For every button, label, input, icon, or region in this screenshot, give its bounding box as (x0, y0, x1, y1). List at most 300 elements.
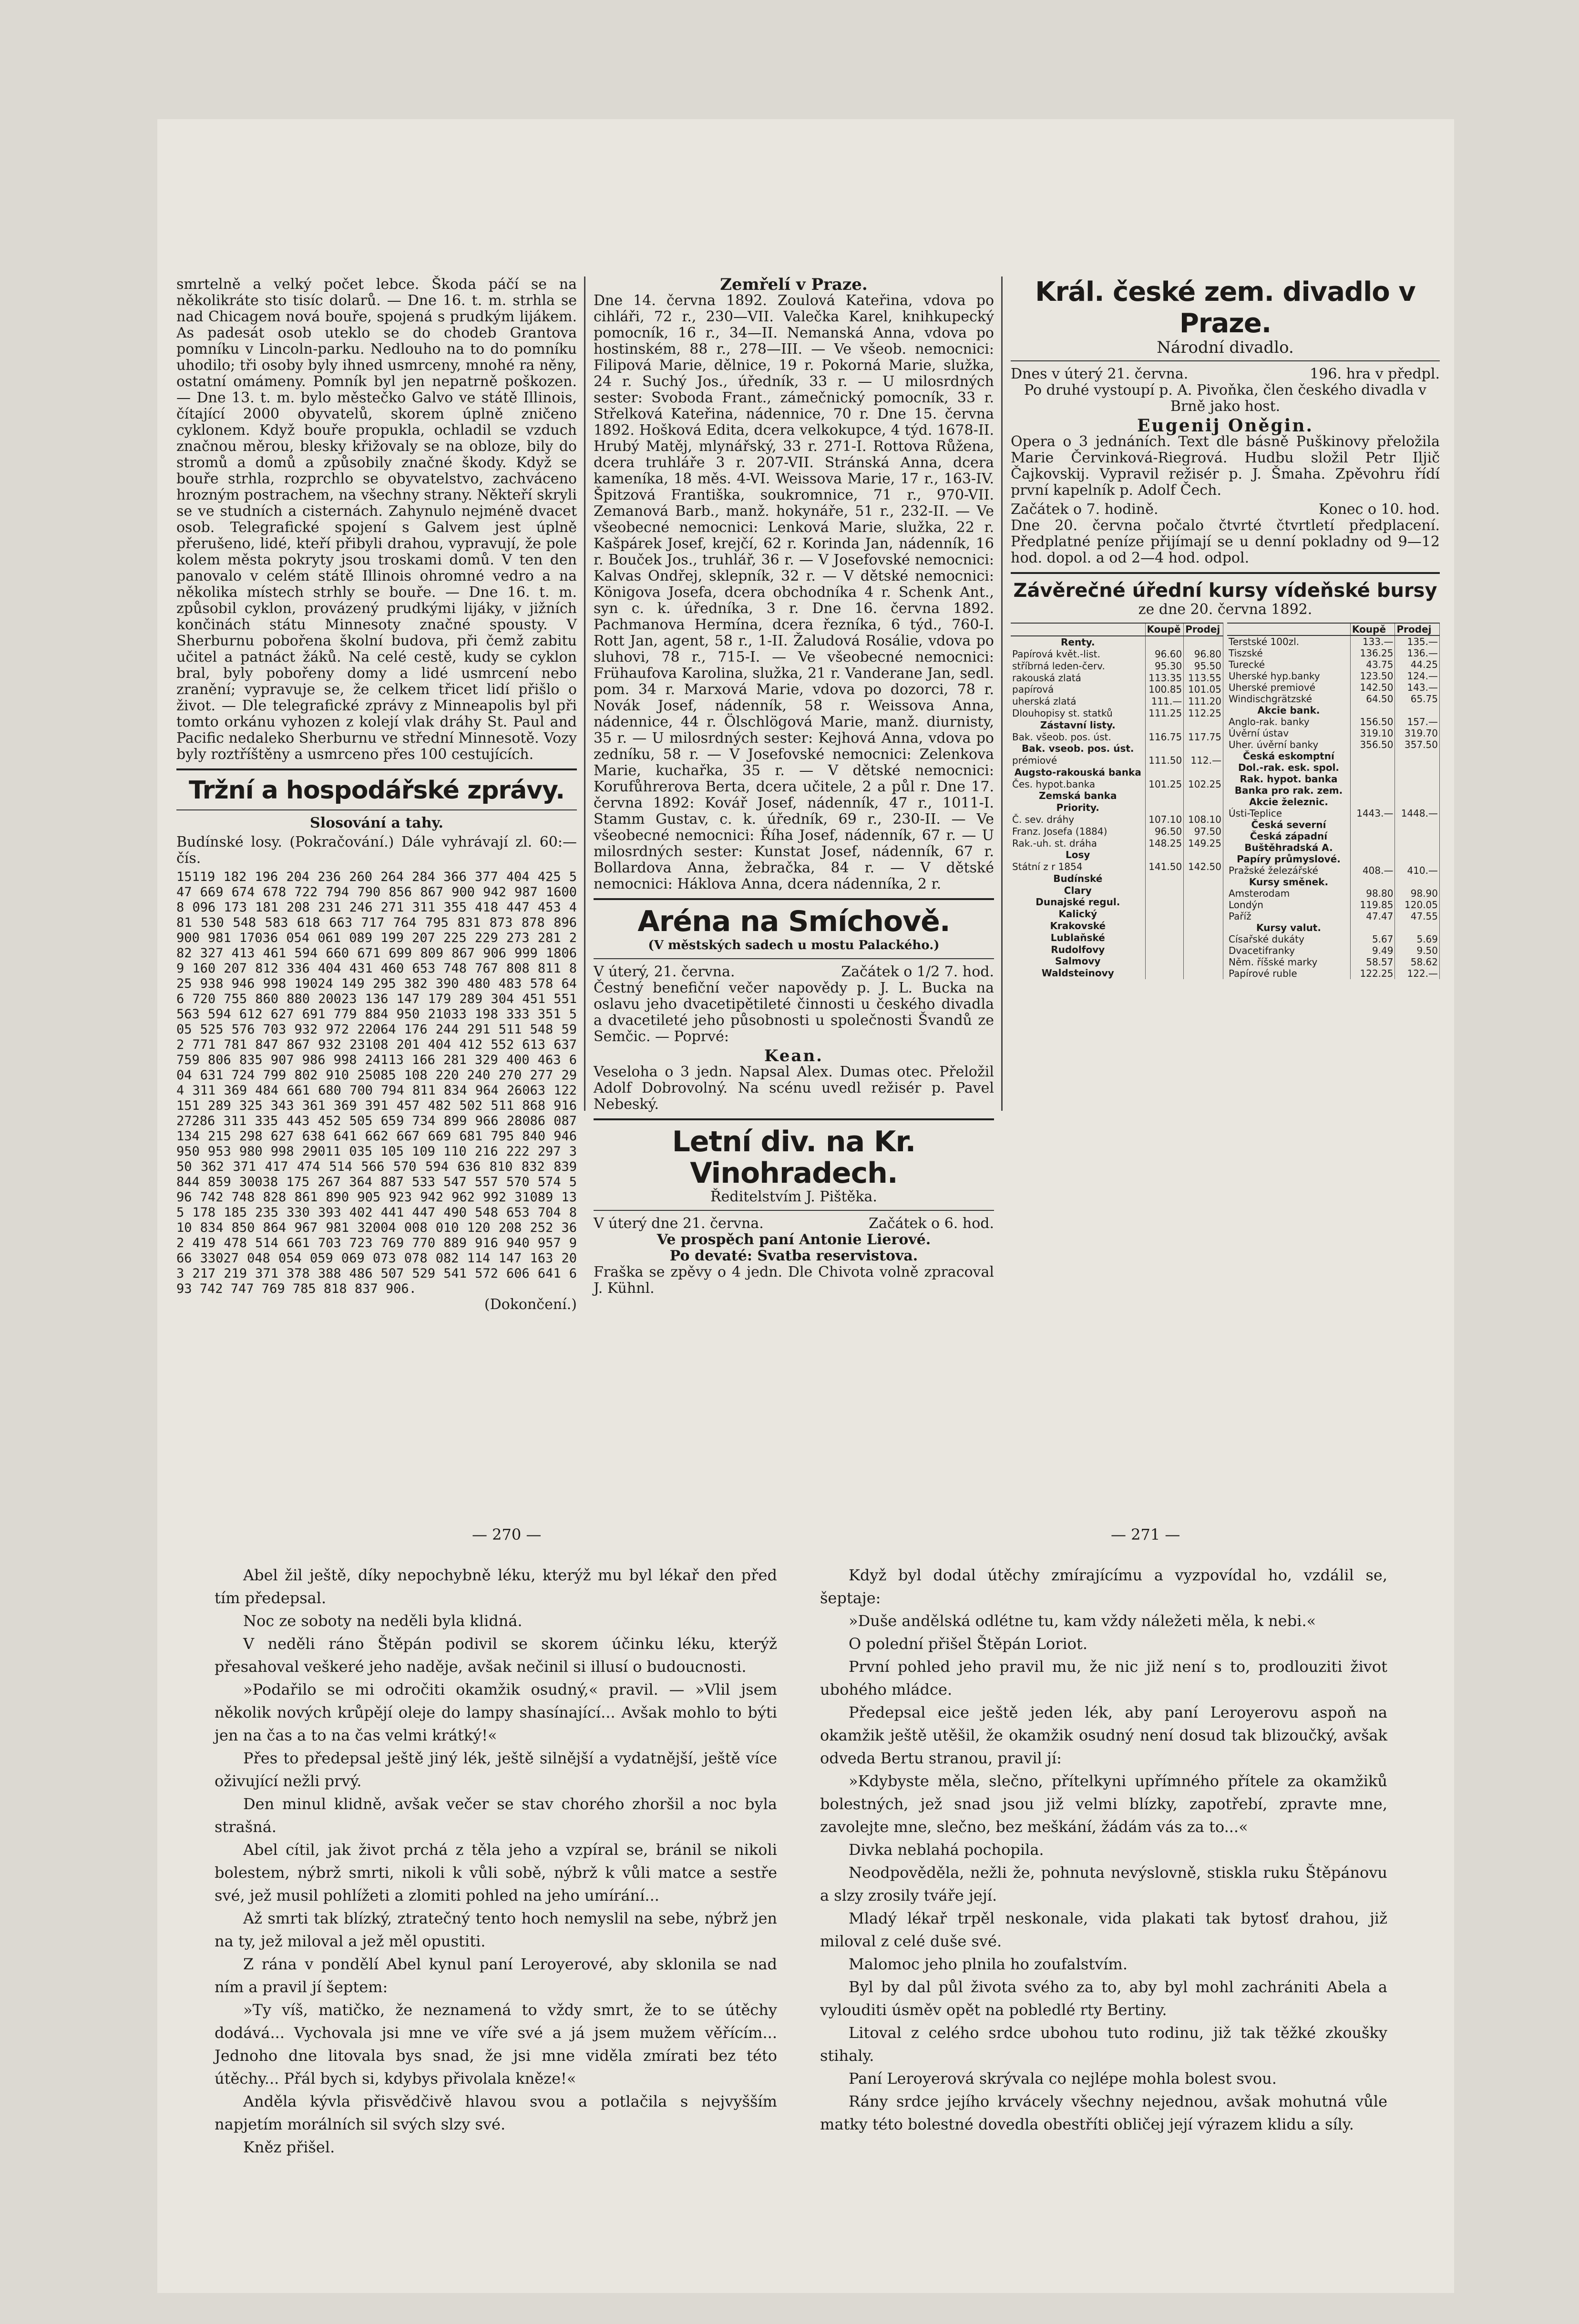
security-name: Akcie železnic. (1227, 796, 1351, 808)
security-name: Státní z r 1854 (1011, 861, 1145, 873)
security-name: Císařské dukáty (1227, 933, 1351, 945)
security-name: Papírové ruble (1227, 968, 1351, 979)
sell-price (1395, 773, 1440, 785)
newspaper-page (157, 119, 1454, 2293)
table-row (1227, 808, 1440, 819)
letni-benefit: Ve prospěch paní Antonie Lierové. (656, 1231, 931, 1248)
letni-play: Po devaté: Svatba reservistova. (669, 1248, 918, 1264)
table-row (1227, 670, 1440, 682)
table-row (1227, 705, 1440, 716)
opera-title: Eugenij Oněgin. (1137, 416, 1314, 436)
sell-price: 65.75 (1395, 693, 1440, 705)
security-name: Papírová květ.-list. (1011, 648, 1145, 660)
table-row (1011, 837, 1223, 849)
column-theatre-bursy (1011, 276, 1440, 979)
buy-price (1145, 767, 1184, 778)
sell-price (1395, 705, 1440, 716)
story-paragraph: »Podařilo se mi odročiti okamžik osudný,« pravil. — »Vlil jsem několik nových krůpějí oleje do lampy shasínající... Avšak mohlo to býti jen na čas a to na čas velmi krátký!« (215, 1680, 777, 1744)
security-name: Zástavní listy. (1011, 719, 1145, 731)
buy-price: 141.50 (1145, 861, 1184, 873)
table-row (1011, 672, 1223, 684)
header-koupe: Koupě (1145, 623, 1184, 636)
table-row (1227, 693, 1440, 705)
buy-price (1145, 967, 1184, 979)
security-name: Zemská banka (1011, 790, 1145, 802)
buy-price: 1443.— (1351, 808, 1395, 819)
buy-price: 111.50 (1145, 755, 1184, 767)
table-row (1011, 943, 1223, 955)
table-row (1011, 743, 1223, 755)
sell-price (1184, 932, 1223, 943)
table-row (1011, 684, 1223, 696)
table-row (1011, 932, 1223, 943)
table-row (1227, 853, 1440, 865)
arena-play: Kean. (764, 1046, 824, 1065)
table-row (1227, 716, 1440, 727)
sell-price (1184, 896, 1223, 908)
security-name: Turecké (1227, 659, 1351, 670)
table-row (1227, 762, 1440, 773)
bursy-date: ze dne 20. června 1892. (1138, 601, 1312, 618)
security-name: Akcie bank. (1227, 705, 1351, 716)
security-name: Terstské 100zl. (1227, 635, 1351, 647)
buy-price (1145, 636, 1184, 648)
sell-price: 47.55 (1395, 911, 1440, 922)
deaths-text: Dne 14. června 1892. Zoulová Kateřina, vdova po cihláři, 72 r., 230—VII. Valečka Karel, knihkupecký pomocník, 16 r., 34—II. Nemanská Anna, vdova po hostinském, 88 r., 278—III. — Ve všeob. nemocnici: Filipová Marie, dělnice, 19 r. Pokorná Marie, služka, 24 r. Suchý Jos., úředník, 33 r. — U milosrdných sester: Svoboda Frant., zámečnický pomocník, 33 r. Střelková Kateřina, nádennice, 70 r. Dne 15. června 1892. Hošková Edita, dcera velkokupce, 4 týd. 1678-II. Hrubý Matěj, mlynářský, 33 r. 271-I. Rottova Růžena, dcera truhláře 3 r. 207-VII. Stránská Anna, dcera kameníka, 18 měs. 4-VI. Weissova Marie, 17 r., 163-IV. Špitzová Františka, soukromnice, 71 r., 970-VII. Zemanová Barb., manž. hokynáře, 51 r., 232-II. — Ve všeobecné nemocnici: Lenková Marie, služka, 22 r. Kašpárek Josef, krejčí, 62 r. Korinda Jan, nádenník, 16 r. Bouček Jos., truhlář, 36 r. — V Josefovské nemocnici: Kalvas Ondřej, sklepník, 32 r. — V dětské nemocnici: Königova Josefa, dcera obchodníka 4 r. Schenk Ant., syn c. k. úředníka, 3 r. Dne 16. června 1892. Pachmanova Hermína, dcera řezníka, 6 týd., 760-I. Rott Jan, agent, 58 r., 1-II. Žaludová Rosálie, vdova po sluhovi, 78 r., 715-I. — Ve všeobecné nemocnici: Frühaufova Karolina, služka, 21 r. Vanderane Jan, sedl. pom. 34 r. Marxová Marie, vdova po dozorci, 78 r. Novák Josef, nádenník, 58 r. Weissova Anna, nádennice, 44 r. Ölschlögová Marie, manž. diurnisty, 35 r. — U milosrdných sester: Kejhová Anna, vdova po zedníku, 58 r. — V Josefovské nemocnici: Zelenkova Marie, kuchařka, 35 r. — V dětské nemocnici: Korufůhrerova Berta, dcera učitele, 2 a půl r. Dne 17. června 1892: Kovář Josef, nádenník, 47 r., 1011-I. Stamm Gustav, c. k. úředník, 69 r., 230-II. — Ve všeobecné nemocnici: Říha Josef, nádenník, 67 r. — U milosrdných sester: Kunstat Josef, nádenník, 67 r. Bollardova Anna, žebračka, 84 r. — V dětské nemocnici: Háklova Anna, dcera nádenníka, 2 r. (594, 292, 994, 892)
table-row (1227, 796, 1440, 808)
story-paragraph: Mladý lékař trpěl neskonale, vida plakati tak bytosť drahou, již miloval z celé duše své. (820, 1909, 1387, 1950)
table-row (1227, 922, 1440, 933)
security-name: Windischgrätzské (1227, 693, 1351, 705)
theatre-end: Konec o 10. hod. (1318, 501, 1440, 518)
sell-price (1395, 876, 1440, 888)
sell-price (1184, 884, 1223, 896)
buy-price: 123.50 (1351, 670, 1395, 682)
column-rule (1001, 276, 1003, 1111)
subsection-title: Slosování a tahy. (310, 815, 443, 831)
sell-price: 101.05 (1184, 684, 1223, 696)
header-name (1011, 623, 1145, 636)
buy-price (1145, 790, 1184, 802)
security-name: Čes. hypot.banka (1011, 778, 1145, 790)
sell-price: 143.— (1395, 682, 1440, 693)
buy-price: 96.60 (1145, 648, 1184, 660)
buy-price: 101.25 (1145, 778, 1184, 790)
buy-price (1145, 908, 1184, 920)
lottery-numbers: 15119 182 196 204 236 260 264 284 366 377 404 425 547 669 674 678 722 794 790 856 867 900 942 987 16008 096 173 181 208 231 246 271 311 355 418 447 453 481 530 548 583 618 663 717 764 795 831 873 878 896 900 981 17036 054 061 089 199 207 225 229 273 281 282 327 413 461 594 660 671 699 809 867 906 999 18069 160 207 812 336 404 431 460 653 748 767 808 811 825 938 946 998 19024 149 295 382 390 480 483 578 646 720 755 860 880 20023 136 147 179 289 304 451 551 563 594 612 627 691 779 884 950 21033 198 333 351 505 525 576 703 932 972 22064 176 244 291 511 548 592 771 781 847 867 932 23108 201 404 412 552 613 637 759 806 835 907 986 998 24113 166 281 329 400 463 604 631 724 799 802 910 25085 108 220 240 270 277 294 311 369 484 661 680 700 794 811 834 964 26063 122 151 289 325 343 361 369 391 457 482 502 511 868 916 27286 311 335 443 452 505 659 734 899 966 28086 087 134 215 298 627 638 641 662 667 669 681 795 840 946 950 953 980 998 29011 035 105 109 110 216 222 297 350 362 371 417 474 514 566 570 594 636 810 832 839 844 859 30038 175 267 364 887 533 547 557 570 574 596 742 748 828 861 890 905 923 942 962 992 31089 135 178 185 235 330 393 402 441 447 490 548 653 704 810 834 850 864 967 981 32004 008 010 120 208 252 362 419 478 514 661 703 723 769 770 889 916 940 957 966 33027 048 054 059 069 073 078 082 114 147 163 203 217 219 371 378 388 486 507 529 541 572 606 641 693 742 747 769 785 818 837 906. (176, 870, 577, 1296)
sell-price: 142.50 (1184, 861, 1223, 873)
theatre-notice: Dne 20. června počalo čtvrté čtvrtletí předplacení. Předplatné peníze přijímají se u denní pokladny od 9—12 hod. dopol. a od 2—4 hod. odpol. (1011, 517, 1440, 566)
buy-price: 98.80 (1351, 888, 1395, 899)
buy-price (1145, 743, 1184, 755)
table-row (1227, 750, 1440, 762)
security-name: Kursy valut. (1227, 922, 1351, 933)
security-name: Papíry průmyslové. (1227, 853, 1351, 865)
table-row (1227, 933, 1440, 945)
theatre-perf: 196. hra v předpl. (1310, 366, 1440, 382)
buy-price: 111.— (1145, 696, 1184, 707)
sell-price (1184, 743, 1223, 755)
table-row (1011, 707, 1223, 719)
table-row (1011, 802, 1223, 814)
security-name: Amsterodam (1227, 888, 1351, 899)
security-name: Renty. (1011, 636, 1145, 648)
story-paragraph: Přes to předepsal ještě jiný lék, ještě silnější a vydatnější, ještě více oživující nežli prvý. (215, 1749, 777, 1790)
opera-desc: Opera o 3 jednáních. Text dle básně Puškinovy přeložila Marie Červinková-Riegrová. Hudbu složil Petr Iljič Čajkovskij. Vypravil režisér p. J. Šmaha. Zpěvohru řídí první kapelník p. Adolf Čech. (1011, 433, 1440, 499)
table-row (1227, 956, 1440, 968)
table-row (1011, 778, 1223, 790)
sell-price (1184, 873, 1223, 885)
divider (176, 809, 577, 810)
story-paragraph: Abel žil ještě, díky nepochybně léku, kterýž mu byl lékař den před tím předepsal. (215, 1566, 777, 1607)
table-header-row (1227, 623, 1440, 635)
divider (176, 768, 577, 770)
security-name: Augsto-rakouská banka (1011, 767, 1145, 778)
security-name: Bak. vseob. pos. úst. (1011, 743, 1145, 755)
arena-text: Čestný benefiční večer napovědy p. J. L. Bucka na oslavu jeho dvacetipětileté činnosti u českého divadla a dvacetileté jeho působnosti u společnosti Švandů ze Semčic. — Poprvé: (594, 980, 994, 1045)
table-row (1011, 767, 1223, 778)
security-name: Uherské premiové (1227, 682, 1351, 693)
sell-price: 58.62 (1395, 956, 1440, 968)
sell-price (1395, 819, 1440, 830)
sell-price: 44.25 (1395, 659, 1440, 670)
security-name: Budínské (1011, 873, 1145, 885)
table-row (1011, 920, 1223, 932)
page-number-right: — 271 — (1111, 1525, 1180, 1544)
news-text: smrtelně a velký počet lebce. Škoda páčí se na několikráte sto tisíc dolarů. — Dne 16. t. m. strhla se nad Chicagem nová bouře, spojená s prudkým lijákem. As padesát osob uteklo se do chodeb Grantova pomníku v Lincoln-parku. Nedlouho na to do pomníku uhodilo; tři osoby byly ihned usmrceny, mnohé ra něny, ostatní omámeny. Pomník byl jen nepatrně poškozen. — Dne 13. t. m. bylo městečko Galvo ve státě Illinois, čítající 2000 obyvatelů, skorem úplně zničeno cyklonem. Když bouře propukla, ochladil se vzduch značnou měrou, blesky křižovaly se na obloze, bily do stromů a domů a způsobily značné škody. Když se bouře strhla, rozprchlo se obyvatelstvo, zachváceno hrozným postrachem, na všechny strany. Někteří skryli se ve studních a cisternách. Zahynulo nejméně dvacet osob. Telegrafické spojení s Galvem jest úplně přerušeno, lidé, kteří přibyli drahou, vypravují, že pole kolem města pokryty jsou troskami domů. V ten den panovalo v celém státě Illinois ohromné vedro a na několika místech strhly se bouře. — Dne 16. t. m. způsobil cyklon, provázený prudkými lijáky, v jižních končinách státu Minnesoty značné spousty. V Sherburnu pobořena školní budova, při čemž zabitu učitel a patnáct žáků. Na celé cestě, kudy se cyklon bral, byly pobořeny domy a lidé usmrcení nebo zranění; vypravuje se, že celkem třicet lidí přišlo o život. — Dle telegrafické zprávy z Minneapolis byl při tomto orkánu vyhozen z kolejí vlak dráhy St. Paul and Pacific nedaleko Sherburnu ve střední Minnesotě. Vozy byly roztříštěny a usmrceno přes 100 cestujících. (176, 276, 577, 763)
buy-price: 119.85 (1351, 899, 1395, 911)
buy-price: 107.10 (1145, 814, 1184, 826)
story-left-column (215, 1564, 777, 2159)
arena-play-desc: Veseloha o 3 jedn. Napsal Alex. Dumas otec. Přeložil Adolf Dobrovolný. Na scénu uvedl režisér p. Pavel Nebeský. (594, 1064, 994, 1113)
table-row (1227, 842, 1440, 853)
table-row (1011, 636, 1223, 648)
sell-price: 135.— (1395, 635, 1440, 647)
buy-price (1145, 896, 1184, 908)
story-paragraph: »Duše andělská odlétne tu, kam vždy náležeti měla, k nebi.« (849, 1612, 1316, 1630)
buy-price (1351, 922, 1395, 933)
buy-price (1351, 842, 1395, 853)
sell-price (1395, 853, 1440, 865)
sell-price (1395, 750, 1440, 762)
table-row (1227, 865, 1440, 876)
story-paragraph: O polední přišel Štěpán Loriot. (849, 1635, 1088, 1653)
security-name: Dlouhopisy st. statků (1011, 707, 1145, 719)
table-row (1011, 955, 1223, 967)
table-row (1011, 719, 1223, 731)
arena-subtitle: (V městských sadech u mostu Palackého.) (648, 938, 940, 952)
table-row (1011, 967, 1223, 979)
sell-price (1184, 920, 1223, 932)
sell-price: 136.— (1395, 647, 1440, 659)
buy-price: 58.57 (1351, 956, 1395, 968)
buy-price: 47.47 (1351, 911, 1395, 922)
buy-price (1351, 773, 1395, 785)
buy-price: 408.— (1351, 865, 1395, 876)
deaths-title: Zemřelí v Praze. (720, 275, 868, 294)
bursy-table-left (1011, 623, 1223, 979)
buy-price: 5.67 (1351, 933, 1395, 945)
story-paragraph: »Kdybyste měla, slečno, přítelkyni upřímného přítele za okamžiků bolestných, jež snad jsou již velmi blízky, zapotřebí, zpravte mne, zavolejte mne, slečno, bez meškání, žádám vás za to...« (820, 1772, 1387, 1836)
lottery-end: (Dokončení.) (484, 1296, 577, 1313)
sell-price (1395, 785, 1440, 796)
buy-price: 356.50 (1351, 739, 1395, 750)
lottery-heading: Budínské losy. (Pokračování.) Dále vyhrávají zl. 60:— čís. (176, 834, 577, 867)
divider (594, 1210, 994, 1211)
sell-price: 357.50 (1395, 739, 1440, 750)
table-row (1227, 647, 1440, 659)
buy-price (1351, 796, 1395, 808)
buy-price: 43.75 (1351, 659, 1395, 670)
buy-price: 116.75 (1145, 731, 1184, 743)
buy-price (1351, 750, 1395, 762)
security-name: Salmovy (1011, 955, 1145, 967)
bursy-tables (1011, 623, 1440, 979)
story-paragraph: Neodpověděla, nežli že, pohnuta nevýslovně, stiskla ruku Štěpánovu a slzy zrosily tváře její. (820, 1863, 1387, 1904)
story-paragraph: Noc ze soboty na neděli byla klidná. (243, 1612, 523, 1630)
table-row (1011, 884, 1223, 896)
story-right-column (820, 1564, 1387, 2136)
header-prodej: Prodej (1184, 623, 1223, 636)
column-rule (584, 276, 585, 1111)
sell-price (1184, 790, 1223, 802)
sell-price (1184, 908, 1223, 920)
table-row (1011, 861, 1223, 873)
sell-price: 102.25 (1184, 778, 1223, 790)
security-name: Rak. hypot. banka (1227, 773, 1351, 785)
security-name: Krakovské (1011, 920, 1145, 932)
security-name: papírová (1011, 684, 1145, 696)
sell-price: 112.— (1184, 755, 1223, 767)
sell-price: 98.90 (1395, 888, 1440, 899)
arena-title: Aréna na Smíchově. (637, 905, 950, 938)
table-row (1011, 648, 1223, 660)
letni-title: Letní div. na Kr. Vinohradech. (672, 1125, 916, 1190)
buy-price: 95.30 (1145, 660, 1184, 672)
bursy-table-right (1227, 623, 1440, 979)
security-name: Dol.-rak. esk. spol. (1227, 762, 1351, 773)
buy-price (1145, 920, 1184, 932)
buy-price (1145, 873, 1184, 885)
table-row (1011, 731, 1223, 743)
table-row (1011, 790, 1223, 802)
divider (1011, 360, 1440, 361)
security-name: Anglo-rak. banky (1227, 716, 1351, 727)
sell-price (1395, 830, 1440, 842)
column-news (176, 276, 577, 1313)
story-paragraph: Litoval z celého srdce ubohou tuto rodinu, již tak těžké zkoušky stihaly. (820, 2024, 1387, 2065)
security-name: Ústi-Teplice (1227, 808, 1351, 819)
story-paragraph: Rány srdce jejího krvácely všechny nejednou, avšak mohutná vůle matky této bolestné dovedla obestříti obličej její výrazem klidu a síly. (820, 2092, 1387, 2133)
security-name: Buštěhradská A. (1227, 842, 1351, 853)
table-row (1011, 849, 1223, 861)
security-name: Pražské železářské (1227, 865, 1351, 876)
table-row (1227, 635, 1440, 647)
section-title: Tržní a hospodářské zprávy. (189, 776, 564, 805)
buy-price (1145, 849, 1184, 861)
header-koupe: Koupě (1351, 623, 1395, 635)
table-row (1227, 911, 1440, 922)
page-number-left: — 270 — (472, 1525, 542, 1544)
security-name: Česká severní (1227, 819, 1351, 830)
table-row (1011, 814, 1223, 826)
buy-price (1351, 705, 1395, 716)
story-paragraph: Den minul klidně, avšak večer se stav chorého zhoršil a noc byla strašná. (215, 1795, 777, 1836)
sell-price: 117.75 (1184, 731, 1223, 743)
table-row (1011, 825, 1223, 837)
security-name: Uherské hyp.banky (1227, 670, 1351, 682)
sell-price (1184, 849, 1223, 861)
security-name: Franz. Josefa (1884) (1011, 825, 1145, 837)
buy-price (1351, 876, 1395, 888)
sell-price: 120.05 (1395, 899, 1440, 911)
security-name: Uher. úvěrní banky (1227, 739, 1351, 750)
story-paragraph: Až smrti tak blízký, ztratečný tento hoch nemyslil na sebe, nýbrž jen na ty, jež miloval a jež měl opustiti. (215, 1909, 777, 1950)
buy-price: 9.49 (1351, 945, 1395, 956)
sell-price (1184, 802, 1223, 814)
table-row (1227, 659, 1440, 670)
security-name: Rudolfovy (1011, 943, 1145, 955)
sell-price (1184, 719, 1223, 731)
security-name: Úvěrní ústav (1227, 727, 1351, 739)
security-name: Česká eskomptní (1227, 750, 1351, 762)
security-name: prémiové (1011, 755, 1145, 767)
table-row (1227, 727, 1440, 739)
security-name: Lublaňské (1011, 932, 1145, 943)
sell-price: 9.50 (1395, 945, 1440, 956)
divider (594, 898, 994, 900)
security-name: Rak.-uh. st. dráha (1011, 837, 1145, 849)
sell-price (1184, 955, 1223, 967)
security-name: Banka pro rak. zem. (1227, 785, 1351, 796)
table-row (1227, 968, 1440, 979)
header-prodej: Prodej (1395, 623, 1440, 635)
story-paragraph: Anděla kývla přisvědčivě hlavou svou a potlačila s nejvyšším napjetím morálních sil svých slzy své. (215, 2092, 777, 2133)
security-name: Londýn (1227, 899, 1351, 911)
theatre-subtitle: Národní divadlo. (1157, 338, 1294, 357)
table-row (1227, 899, 1440, 911)
security-name: Něm. říšské marky (1227, 956, 1351, 968)
sell-price (1184, 943, 1223, 955)
buy-price: 136.25 (1351, 647, 1395, 659)
table-row (1011, 896, 1223, 908)
buy-price (1145, 802, 1184, 814)
sell-price: 95.50 (1184, 660, 1223, 672)
table-row (1227, 682, 1440, 693)
sell-price: 410.— (1395, 865, 1440, 876)
theatre-date: Dnes v úterý 21. června. (1011, 366, 1189, 382)
buy-price (1351, 785, 1395, 796)
table-row (1227, 830, 1440, 842)
story-paragraph: Abel cítil, jak život prchá z těla jeho a vzpíral se, bránil se nikoli bolestem, nýbrž smrti, nikoli k vůli sobě, nýbrž k vůli matce a sestře své, jež musil pohlížeti a zlomiti pohled na jeho umírání... (215, 1841, 777, 1904)
arena-date: V úterý, 21. června. (594, 963, 735, 980)
security-name: Tiszské (1227, 647, 1351, 659)
table-row (1227, 773, 1440, 785)
buy-price: 111.25 (1145, 707, 1184, 719)
letni-date: V úterý dne 21. června. (594, 1215, 764, 1232)
table-row (1227, 739, 1440, 750)
sell-price: 5.69 (1395, 933, 1440, 945)
buy-price: 100.85 (1145, 684, 1184, 696)
bursy-title: Závěrečné úřední kursy vídeňské bursy (1013, 580, 1437, 602)
table-row (1227, 876, 1440, 888)
story-paragraph: Paní Leroyerová skrývala co nejlépe mohla bolest svou. (849, 2069, 1277, 2088)
sell-price: 122.— (1395, 968, 1440, 979)
table-row (1227, 888, 1440, 899)
sell-price (1395, 762, 1440, 773)
theatre-start: Začátek o 7. hodině. (1011, 501, 1159, 518)
column-deaths (594, 276, 994, 1300)
story-paragraph: Z rána v pondělí Abel kynul paní Leroyerové, aby sklonila se nad ním a pravil jí šeptem: (215, 1955, 777, 1996)
sell-price: 149.25 (1184, 837, 1223, 849)
theatre-title: Král. české zem. divadlo v Praze. (1035, 276, 1415, 339)
buy-price: 96.50 (1145, 825, 1184, 837)
buy-price: 122.25 (1351, 968, 1395, 979)
sell-price (1395, 842, 1440, 853)
security-name: Waldsteinovy (1011, 967, 1145, 979)
security-name: Losy (1011, 849, 1145, 861)
divider (594, 958, 994, 959)
sell-price: 96.80 (1184, 648, 1223, 660)
security-name: Č. sev. dráhy (1011, 814, 1145, 826)
story-paragraph: Divka neblahá pochopila. (849, 1841, 1044, 1859)
table-row (1011, 873, 1223, 885)
buy-price: 142.50 (1351, 682, 1395, 693)
security-name: Kalický (1011, 908, 1145, 920)
divider (594, 1118, 994, 1120)
sell-price (1184, 636, 1223, 648)
table-row (1227, 785, 1440, 796)
table-row (1227, 819, 1440, 830)
buy-price: 113.35 (1145, 672, 1184, 684)
sell-price (1184, 967, 1223, 979)
sell-price: 108.10 (1184, 814, 1223, 826)
buy-price (1351, 819, 1395, 830)
story-paragraph: »Ty víš, matičko, že neznamená to vždy smrt, že to se útěchy dodává... Vychovala jsi mne ve víře své a já jsem mužem věřícím... Jednoho dne litovala bys snad, že jsi mne viděla zmírati bez této útěchy... Přál bych si, kdybys přivolala kněze!« (215, 2001, 777, 2088)
buy-price (1145, 932, 1184, 943)
security-name: Dvacetifranky (1227, 945, 1351, 956)
security-name: Priority. (1011, 802, 1145, 814)
table-row (1227, 945, 1440, 956)
security-name: stříbrná leden-červ. (1011, 660, 1145, 672)
table-row (1011, 660, 1223, 672)
sell-price: 157.— (1395, 716, 1440, 727)
story-paragraph: První pohled jeho pravil mu, že nic již není s to, prodlouziti život ubohého mládce. (820, 1658, 1387, 1699)
sell-price: 112.25 (1184, 707, 1223, 719)
story-paragraph: Byl by dal půl života svého za to, aby byl mohl zachrániti Abela a vylouditi úsměv opět na pobledlé rty Bertiny. (820, 1978, 1387, 2019)
buy-price: 319.10 (1351, 727, 1395, 739)
letni-desc: Fraška se zpěvy o 4 jedn. Dle Chivota volně zpracoval J. Kühnl. (594, 1264, 994, 1297)
buy-price: 156.50 (1351, 716, 1395, 727)
sell-price (1395, 796, 1440, 808)
letni-start: Začátek o 6. hod. (869, 1215, 994, 1232)
table-row (1011, 696, 1223, 707)
arena-start: Začátek o 1/2 7. hod. (841, 963, 994, 980)
security-name: rakouská zlatá (1011, 672, 1145, 684)
sell-price (1395, 922, 1440, 933)
security-name: Česká západní (1227, 830, 1351, 842)
buy-price (1351, 853, 1395, 865)
sell-price: 113.55 (1184, 672, 1223, 684)
theatre-guest: Po druhé vystoupí p. A. Pivoňka, člen českého divadla v Brně jako host. (1024, 382, 1426, 415)
divider (1011, 572, 1440, 574)
buy-price (1145, 943, 1184, 955)
buy-price: 64.50 (1351, 693, 1395, 705)
story-paragraph: V neděli ráno Štěpán podivil se skorem účinku léku, kterýž přesahoval veškeré jeho naděje, avšak nečinil si illusí o budoucnosti. (215, 1635, 777, 1676)
sell-price: 319.70 (1395, 727, 1440, 739)
sell-price (1184, 767, 1223, 778)
sell-price: 124.— (1395, 670, 1440, 682)
